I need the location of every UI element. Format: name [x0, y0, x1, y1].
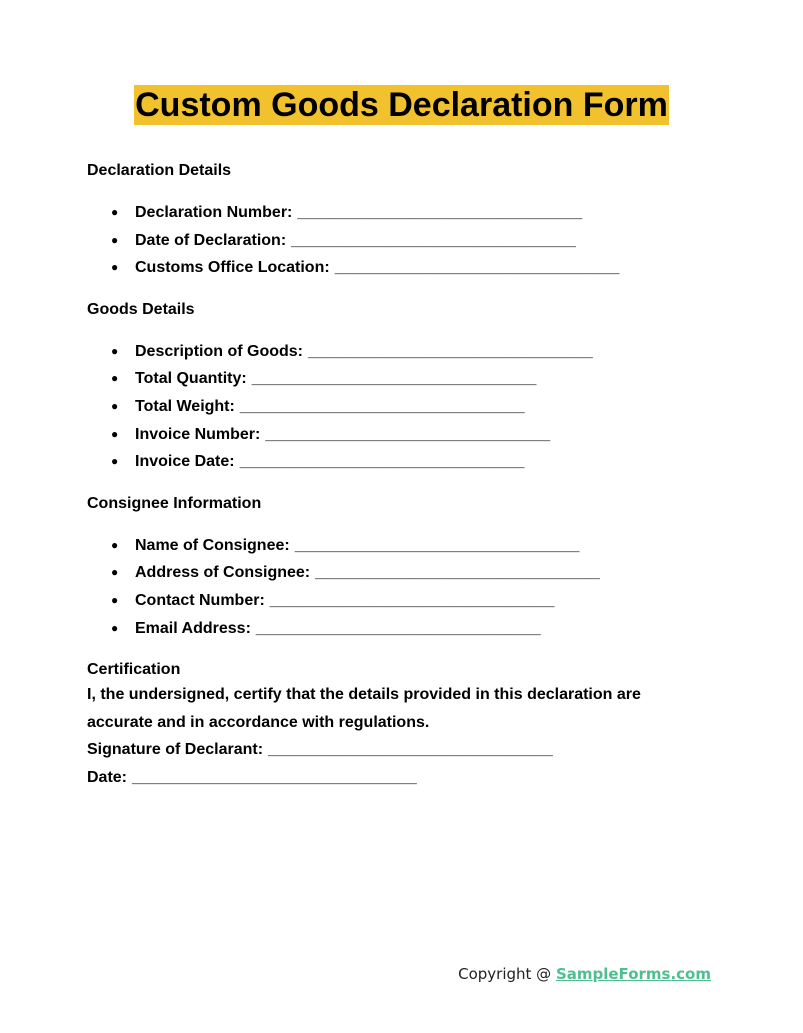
bullet-icon: ●: [111, 260, 119, 275]
field-label: Invoice Date:: [135, 453, 235, 471]
date-label: Date:: [87, 768, 128, 786]
sampleforms-link[interactable]: SampleForms.com: [555, 965, 711, 983]
fill-in-blank[interactable]: ________________________________: [255, 619, 541, 637]
goods-field-list: [87, 338, 727, 476]
copyright-footer: [458, 965, 711, 983]
fill-in-blank[interactable]: ________________________________: [297, 204, 583, 221]
field-label: Total Weight:: [135, 397, 235, 415]
bullet-icon: ●: [111, 398, 119, 413]
consignee-section: [87, 493, 727, 642]
certification-statement-line-2: accurate and in accordance with regulations.: [87, 713, 430, 731]
field-label: Declaration Number:: [135, 204, 293, 221]
fill-in-blank[interactable]: ________________________________: [291, 231, 576, 249]
field-description-of-goods: [87, 338, 727, 366]
bullet-icon: ●: [111, 565, 119, 580]
field-label: Contact Number:: [135, 591, 265, 609]
fill-in-blank[interactable]: ________________________________: [251, 370, 537, 388]
bullet-icon: ●: [111, 620, 119, 635]
field-date-of-declaration: [87, 227, 727, 255]
field-label: Customs Office Location:: [135, 259, 330, 277]
field-email-address: [87, 615, 727, 643]
bullet-icon: ●: [111, 343, 119, 358]
fill-in-blank[interactable]: ________________________________: [239, 397, 525, 415]
field-label: Date of Declaration:: [135, 231, 287, 249]
signature-blank[interactable]: ________________________________: [268, 741, 553, 759]
field-label: Email Address:: [135, 619, 251, 637]
fill-in-blank[interactable]: ________________________________: [334, 259, 620, 277]
certification-statement-line-1: I, the undersigned, certify that the details provided in this declaration are: [87, 686, 641, 704]
fill-in-blank[interactable]: ________________________________: [315, 564, 600, 582]
declaration-field-list: [87, 199, 727, 282]
section-heading-certification: Certification: [87, 661, 181, 679]
field-invoice-date: [87, 448, 727, 476]
fill-in-blank[interactable]: ________________________________: [265, 425, 551, 443]
fill-in-blank[interactable]: ________________________________: [308, 342, 593, 360]
field-label: Total Quantity:: [135, 370, 247, 388]
field-label: Description of Goods:: [135, 342, 303, 360]
field-label: Address of Consignee:: [135, 564, 311, 582]
bullet-icon: ●: [111, 537, 119, 552]
fill-in-blank[interactable]: ________________________________: [269, 591, 555, 609]
fill-in-blank[interactable]: ________________________________: [294, 536, 580, 554]
field-customs-office-location: [87, 254, 727, 282]
declaration-section: [87, 160, 727, 282]
signature-label: Signature of Declarant:: [87, 741, 264, 759]
certification-section: [87, 659, 727, 791]
bullet-icon: ●: [111, 232, 119, 247]
fill-in-blank[interactable]: ________________________________: [239, 453, 525, 471]
bullet-icon: ●: [111, 454, 119, 469]
date-field: [87, 764, 727, 792]
page-title: Custom Goods Declaration Form: [135, 86, 668, 124]
field-label: Name of Consignee:: [135, 536, 290, 554]
title-container: [0, 85, 803, 125]
field-total-weight: [87, 393, 727, 421]
bullet-icon: ●: [111, 426, 119, 441]
field-invoice-number: [87, 421, 727, 449]
section-heading-declaration: Declaration Details: [87, 162, 232, 179]
field-label: Invoice Number:: [135, 425, 261, 443]
copyright-text: Copyright @: [458, 965, 556, 983]
consignee-field-list: [87, 532, 727, 642]
goods-section: [87, 299, 727, 476]
field-contact-number: [87, 587, 727, 615]
date-blank[interactable]: ________________________________: [132, 768, 417, 786]
bullet-icon: ●: [111, 371, 119, 386]
signature-field: [87, 736, 727, 764]
bullet-icon: ●: [111, 592, 119, 607]
field-name-of-consignee: [87, 532, 727, 560]
section-heading-goods: Goods Details: [87, 300, 195, 318]
form-body: [87, 160, 727, 792]
bullet-icon: ●: [111, 205, 119, 219]
field-declaration-number: [87, 199, 727, 227]
field-total-quantity: [87, 365, 727, 393]
field-address-of-consignee: [87, 559, 727, 587]
section-heading-consignee: Consignee Information: [87, 494, 262, 512]
